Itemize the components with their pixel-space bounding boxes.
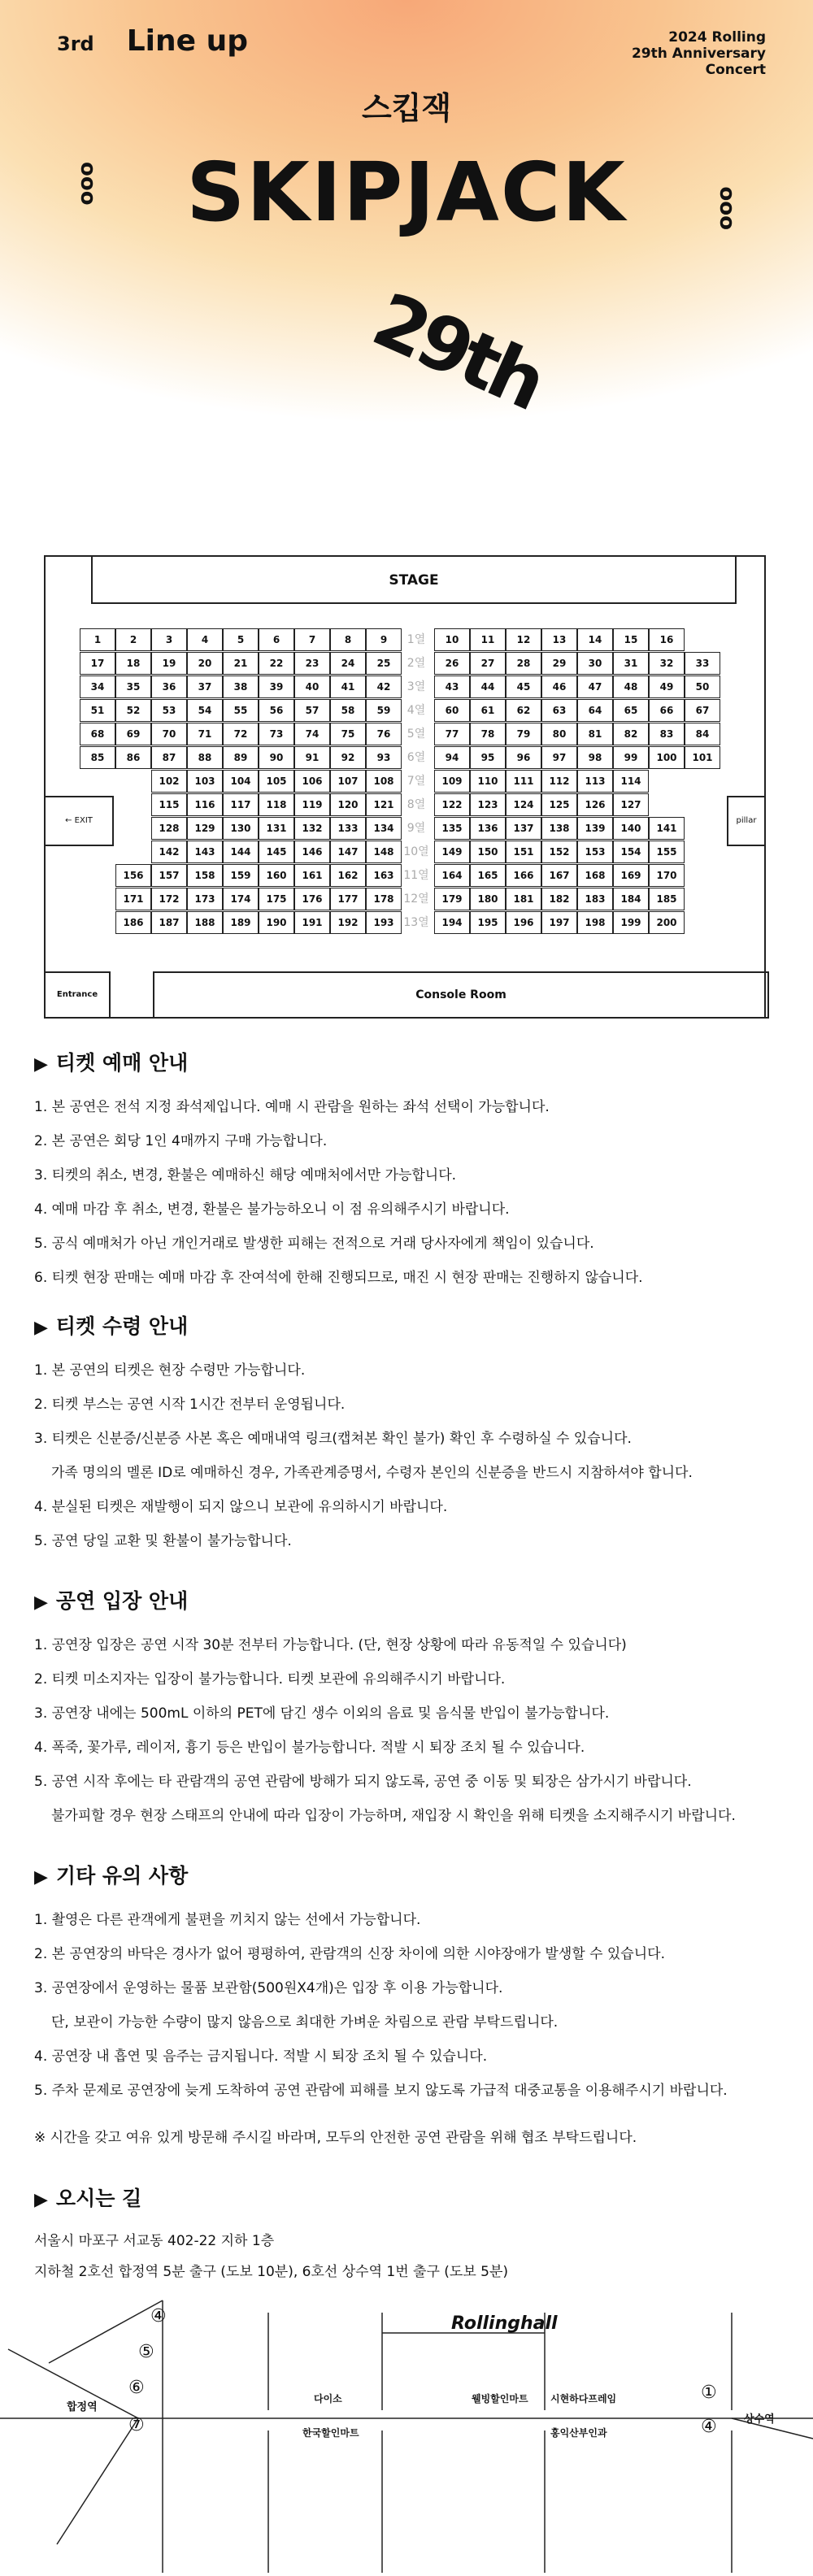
seat-7: 7 bbox=[294, 628, 330, 651]
seat-121: 121 bbox=[366, 793, 402, 816]
exit-5-marker: ⑤ bbox=[138, 2342, 154, 2362]
concert-line: 2024 Rolling bbox=[668, 29, 766, 46]
list-item: 3. 공연장에서 운영하는 물품 보관함(500원X4개)은 입장 후 이용 가능합니다. bbox=[34, 1980, 503, 1996]
seat-158: 158 bbox=[187, 864, 223, 887]
exit-door: ← EXIT bbox=[44, 796, 114, 846]
list-item: 4. 예매 마감 후 취소, 변경, 환불은 불가능하오니 이 점 유의해주시기 바랍니다. bbox=[34, 1201, 510, 1218]
seat-123: 123 bbox=[470, 793, 506, 816]
seat-198: 198 bbox=[577, 911, 613, 934]
seat-12: 12 bbox=[506, 628, 541, 651]
seat-177: 177 bbox=[330, 888, 366, 910]
section-title bbox=[34, 1860, 782, 1889]
seat-5: 5 bbox=[223, 628, 259, 651]
section-title bbox=[34, 2183, 782, 2212]
seat-13: 13 bbox=[541, 628, 577, 651]
exit-1-marker: ① bbox=[701, 2383, 717, 2403]
seat-45: 45 bbox=[506, 675, 541, 698]
seat-112: 112 bbox=[541, 770, 577, 793]
seat-9: 9 bbox=[366, 628, 402, 651]
seat-144: 144 bbox=[223, 841, 259, 863]
seat-189: 189 bbox=[223, 911, 259, 934]
seat-195: 195 bbox=[470, 911, 506, 934]
seat-170: 170 bbox=[649, 864, 685, 887]
seat-15: 15 bbox=[613, 628, 649, 651]
console-room: Console Room bbox=[153, 971, 769, 1019]
seat-134: 134 bbox=[366, 817, 402, 840]
seat-27: 27 bbox=[470, 652, 506, 675]
seat-119: 119 bbox=[294, 793, 330, 816]
lineup-text: Line up bbox=[126, 24, 248, 58]
row-label: 12열 bbox=[403, 893, 429, 906]
seat-90: 90 bbox=[259, 746, 294, 769]
seat-42: 42 bbox=[366, 675, 402, 698]
seat-183: 183 bbox=[577, 888, 613, 910]
seat-143: 143 bbox=[187, 841, 223, 863]
seat-94: 94 bbox=[434, 746, 470, 769]
seat-130: 130 bbox=[223, 817, 259, 840]
list-item: 2. 티켓 부스는 공연 시작 1시간 전부터 운영됩니다. bbox=[34, 1397, 346, 1413]
seat-96: 96 bbox=[506, 746, 541, 769]
list-item: 1. 본 공연은 전석 지정 좌석제입니다. 예매 시 관람을 원하는 좌석 선택이 가능합니다. bbox=[34, 1099, 550, 1115]
section-title-text: 티켓 수령 안내 bbox=[55, 1314, 189, 1338]
seat-39: 39 bbox=[259, 675, 294, 698]
seat-157: 157 bbox=[151, 864, 187, 887]
row-label: 8열 bbox=[406, 798, 426, 811]
seat-106: 106 bbox=[294, 770, 330, 793]
seat-104: 104 bbox=[223, 770, 259, 793]
seat-115: 115 bbox=[151, 793, 187, 816]
exit-7-marker: ⑦ bbox=[128, 2415, 145, 2435]
seat-37: 37 bbox=[187, 675, 223, 698]
seat-124: 124 bbox=[506, 793, 541, 816]
seat-25: 25 bbox=[366, 652, 402, 675]
seat-98: 98 bbox=[577, 746, 613, 769]
seat-6: 6 bbox=[259, 628, 294, 651]
seat-153: 153 bbox=[577, 841, 613, 863]
seat-76: 76 bbox=[366, 723, 402, 745]
seat-102: 102 bbox=[151, 770, 187, 793]
seat-196: 196 bbox=[506, 911, 541, 934]
seat-11: 11 bbox=[470, 628, 506, 651]
seat-18: 18 bbox=[115, 652, 151, 675]
seat-155: 155 bbox=[649, 841, 685, 863]
seat-174: 174 bbox=[223, 888, 259, 910]
triangle-icon: ▶ bbox=[34, 1318, 48, 1338]
rollinghall-label: Rollinghall bbox=[451, 2313, 558, 2334]
seat-141: 141 bbox=[649, 817, 685, 840]
section-title-text: 오시는 길 bbox=[55, 2187, 142, 2210]
section-title bbox=[34, 1310, 782, 1340]
lineup-number: 3rd bbox=[57, 33, 94, 55]
seat-160: 160 bbox=[259, 864, 294, 887]
seat-145: 145 bbox=[259, 841, 294, 863]
list-item: 1. 공연장 입장은 공연 시작 30분 전부터 가능합니다. (단, 현장 상황에 따라 유동적일 수 있습니다) bbox=[34, 1637, 627, 1653]
seat-84: 84 bbox=[685, 723, 720, 745]
seat-57: 57 bbox=[294, 699, 330, 722]
triangle-icon: ▶ bbox=[34, 1054, 48, 1075]
seating-chart bbox=[44, 555, 766, 1019]
seat-148: 148 bbox=[366, 841, 402, 863]
seat-181: 181 bbox=[506, 888, 541, 910]
list-item: 2. 티켓 미소지자는 입장이 불가능합니다. 티켓 보관에 유의해주시기 바랍니다. bbox=[34, 1671, 506, 1688]
seat-147: 147 bbox=[330, 841, 366, 863]
seat-28: 28 bbox=[506, 652, 541, 675]
seat-44: 44 bbox=[470, 675, 506, 698]
list-item: 단, 보관이 가능한 수량이 많지 않음으로 최대한 가벼운 차림으로 관람 부탁드립니다. bbox=[51, 2014, 559, 2031]
triangle-icon: ▶ bbox=[34, 1867, 48, 1887]
seat-34: 34 bbox=[80, 675, 115, 698]
list-item: 3. 티켓의 취소, 변경, 환불은 예매하신 해당 예매처에서만 가능합니다. bbox=[34, 1167, 457, 1184]
seat-188: 188 bbox=[187, 911, 223, 934]
seat-4: 4 bbox=[187, 628, 223, 651]
concert-title bbox=[632, 29, 766, 78]
seat-125: 125 bbox=[541, 793, 577, 816]
section-title-text: 공연 입장 안내 bbox=[55, 1589, 189, 1613]
ooo-side-mark-left bbox=[57, 159, 100, 232]
seat-87: 87 bbox=[151, 746, 187, 769]
list-item: 2. 본 공연은 회당 1인 4매까지 구매 가능합니다. bbox=[34, 1133, 328, 1149]
seat-64: 64 bbox=[577, 699, 613, 722]
seat-70: 70 bbox=[151, 723, 187, 745]
list-item: 6. 티켓 현장 판매는 예매 마감 후 잔여석에 한해 진행되므로, 매진 시 현장 판매는 진행하지 않습니다. bbox=[34, 1270, 643, 1286]
list-item: 1. 촬영은 다른 관객에게 불편을 끼치지 않는 선에서 가능합니다. bbox=[34, 1912, 421, 1928]
seat-151: 151 bbox=[506, 841, 541, 863]
triangle-icon: ▶ bbox=[34, 1592, 48, 1613]
seat-88: 88 bbox=[187, 746, 223, 769]
seat-105: 105 bbox=[259, 770, 294, 793]
seat-175: 175 bbox=[259, 888, 294, 910]
seat-150: 150 bbox=[470, 841, 506, 863]
seat-92: 92 bbox=[330, 746, 366, 769]
seat-161: 161 bbox=[294, 864, 330, 887]
seat-78: 78 bbox=[470, 723, 506, 745]
triangle-icon: ▶ bbox=[34, 2190, 48, 2210]
side-mark-text: ooo bbox=[713, 186, 737, 230]
seat-43: 43 bbox=[434, 675, 470, 698]
seat-8: 8 bbox=[330, 628, 366, 651]
hapjeong-station-label: 합정역 bbox=[67, 2401, 98, 2413]
seat-22: 22 bbox=[259, 652, 294, 675]
seat-159: 159 bbox=[223, 864, 259, 887]
clinic-label: 홍익산부인과 bbox=[550, 2427, 607, 2439]
seat-166: 166 bbox=[506, 864, 541, 887]
hero-banner bbox=[0, 0, 813, 520]
seat-129: 129 bbox=[187, 817, 223, 840]
seat-111: 111 bbox=[506, 770, 541, 793]
seat-128: 128 bbox=[151, 817, 187, 840]
map-drawing bbox=[0, 2300, 813, 2573]
seat-55: 55 bbox=[223, 699, 259, 722]
seat-99: 99 bbox=[613, 746, 649, 769]
seat-41: 41 bbox=[330, 675, 366, 698]
row-label: 3열 bbox=[406, 680, 426, 693]
seat-200: 200 bbox=[649, 911, 685, 934]
seat-65: 65 bbox=[613, 699, 649, 722]
seat-171: 171 bbox=[115, 888, 151, 910]
seat-47: 47 bbox=[577, 675, 613, 698]
seat-133: 133 bbox=[330, 817, 366, 840]
ticket-sales-section bbox=[34, 1047, 782, 1295]
exit-4-sangsu-marker: ④ bbox=[701, 2417, 717, 2437]
list-item: 5. 주차 문제로 공연장에 늦게 도착하여 공연 관람에 피해를 보지 않도록 가급적 대중교통을 이용해주시기 바랍니다. bbox=[34, 2083, 728, 2099]
exit-6-marker: ⑥ bbox=[128, 2378, 145, 2398]
concert-line: 29th Anniversary bbox=[631, 46, 766, 62]
seat-103: 103 bbox=[187, 770, 223, 793]
seat-17: 17 bbox=[80, 652, 115, 675]
seat-165: 165 bbox=[470, 864, 506, 887]
ticket-pickup-section bbox=[34, 1310, 782, 1558]
seat-193: 193 bbox=[366, 911, 402, 934]
seat-118: 118 bbox=[259, 793, 294, 816]
seat-10: 10 bbox=[434, 628, 470, 651]
seat-24: 24 bbox=[330, 652, 366, 675]
seat-79: 79 bbox=[506, 723, 541, 745]
seat-91: 91 bbox=[294, 746, 330, 769]
list-item: 1. 본 공연의 티켓은 현장 수령만 가능합니다. bbox=[34, 1362, 306, 1379]
seat-74: 74 bbox=[294, 723, 330, 745]
seat-180: 180 bbox=[470, 888, 506, 910]
seat-116: 116 bbox=[187, 793, 223, 816]
seat-95: 95 bbox=[470, 746, 506, 769]
seat-62: 62 bbox=[506, 699, 541, 722]
seat-30: 30 bbox=[577, 652, 613, 675]
row-label: 9열 bbox=[406, 822, 426, 835]
seat-117: 117 bbox=[223, 793, 259, 816]
seat-66: 66 bbox=[649, 699, 685, 722]
seat-108: 108 bbox=[366, 770, 402, 793]
seat-176: 176 bbox=[294, 888, 330, 910]
lineup-label bbox=[57, 24, 248, 58]
seat-192: 192 bbox=[330, 911, 366, 934]
seat-199: 199 bbox=[613, 911, 649, 934]
stage: STAGE bbox=[91, 555, 737, 604]
seat-135: 135 bbox=[434, 817, 470, 840]
row-label: 2열 bbox=[406, 657, 426, 670]
seat-52: 52 bbox=[115, 699, 151, 722]
list-item: 3. 티켓은 신분증/신분증 사본 혹은 예매내역 링크(캡쳐본 확인 불가) 확인 후 수령하실 수 있습니다. bbox=[34, 1431, 632, 1447]
seat-63: 63 bbox=[541, 699, 577, 722]
seat-122: 122 bbox=[434, 793, 470, 816]
seat-127: 127 bbox=[613, 793, 649, 816]
seat-120: 120 bbox=[330, 793, 366, 816]
seat-89: 89 bbox=[223, 746, 259, 769]
seat-114: 114 bbox=[613, 770, 649, 793]
row-label: 5열 bbox=[406, 728, 426, 741]
seat-19: 19 bbox=[151, 652, 187, 675]
seat-31: 31 bbox=[613, 652, 649, 675]
artist-english-name: SKIPJACK bbox=[186, 145, 627, 240]
seat-110: 110 bbox=[470, 770, 506, 793]
29th-logo bbox=[341, 276, 555, 427]
seat-33: 33 bbox=[685, 652, 720, 675]
seat-54: 54 bbox=[187, 699, 223, 722]
other-notes-section bbox=[34, 1860, 782, 2108]
seat-80: 80 bbox=[541, 723, 577, 745]
sangsu-station-label: 상수역 bbox=[744, 2413, 775, 2426]
logo-29-text: 29th bbox=[360, 276, 555, 427]
cafe-label: 시현하다프레임 bbox=[550, 2393, 617, 2404]
list-item: 4. 공연장 내 흡연 및 음주는 금지됩니다. 적발 시 퇴장 조치 될 수 있습니다. bbox=[34, 2048, 488, 2065]
seat-81: 81 bbox=[577, 723, 613, 745]
entrance: Entrance bbox=[44, 971, 111, 1019]
seat-86: 86 bbox=[115, 746, 151, 769]
seat-131: 131 bbox=[259, 817, 294, 840]
daiso-label: 다이소 bbox=[314, 2393, 342, 2404]
row-label: 13열 bbox=[403, 916, 429, 929]
list-item: 3. 공연장 내에는 500mL 이하의 PET에 담긴 생수 이외의 음료 및 음식물 반입이 불가능합니다. bbox=[34, 1705, 610, 1722]
seat-38: 38 bbox=[223, 675, 259, 698]
list-item: 2. 본 공연장의 바닥은 경사가 없어 평평하여, 관람객의 신장 차이에 의한 시야장애가 발생할 수 있습니다. bbox=[34, 1946, 665, 1962]
seat-46: 46 bbox=[541, 675, 577, 698]
seat-182: 182 bbox=[541, 888, 577, 910]
seat-173: 173 bbox=[187, 888, 223, 910]
seat-187: 187 bbox=[151, 911, 187, 934]
side-mark-text: ooo bbox=[76, 162, 100, 206]
seat-59: 59 bbox=[366, 699, 402, 722]
seat-109: 109 bbox=[434, 770, 470, 793]
welbing-mart-label: 웰빙할인마트 bbox=[472, 2393, 528, 2404]
seat-16: 16 bbox=[649, 628, 685, 651]
seat-21: 21 bbox=[223, 652, 259, 675]
seat-97: 97 bbox=[541, 746, 577, 769]
seat-132: 132 bbox=[294, 817, 330, 840]
seat-164: 164 bbox=[434, 864, 470, 887]
seat-49: 49 bbox=[649, 675, 685, 698]
seat-163: 163 bbox=[366, 864, 402, 887]
seat-36: 36 bbox=[151, 675, 187, 698]
row-label: 6열 bbox=[406, 751, 426, 764]
section-title bbox=[34, 1047, 782, 1076]
seat-101: 101 bbox=[685, 746, 720, 769]
seat-126: 126 bbox=[577, 793, 613, 816]
seat-139: 139 bbox=[577, 817, 613, 840]
seat-185: 185 bbox=[649, 888, 685, 910]
seat-53: 53 bbox=[151, 699, 187, 722]
seat-35: 35 bbox=[115, 675, 151, 698]
seat-146: 146 bbox=[294, 841, 330, 863]
list-item: 5. 공연 당일 교환 및 환불이 불가능합니다. bbox=[34, 1533, 292, 1549]
seat-58: 58 bbox=[330, 699, 366, 722]
entry-section bbox=[34, 1585, 782, 1833]
seat-136: 136 bbox=[470, 817, 506, 840]
list-item: 4. 분실된 티켓은 재발행이 되지 않으니 보관에 유의하시기 바랍니다. bbox=[34, 1499, 448, 1515]
seat-142: 142 bbox=[151, 841, 187, 863]
row-label: 7열 bbox=[406, 775, 426, 788]
subway-info: 지하철 2호선 합정역 5분 출구 (도보 10분), 6호선 상수역 1번 출구 (도보 5분) bbox=[34, 2264, 509, 2280]
pillar: pillar bbox=[727, 796, 766, 846]
seat-137: 137 bbox=[506, 817, 541, 840]
seat-107: 107 bbox=[330, 770, 366, 793]
list-item: 4. 폭죽, 꽃가루, 레이저, 흉기 등은 반입이 불가능합니다. 적발 시 퇴장 조치 될 수 있습니다. bbox=[34, 1740, 585, 1756]
seat-113: 113 bbox=[577, 770, 613, 793]
seat-72: 72 bbox=[223, 723, 259, 745]
seat-152: 152 bbox=[541, 841, 577, 863]
row-label: 10열 bbox=[403, 845, 429, 858]
seat-172: 172 bbox=[151, 888, 187, 910]
seat-40: 40 bbox=[294, 675, 330, 698]
exit-4-marker: ④ bbox=[150, 2306, 167, 2326]
seat-186: 186 bbox=[115, 911, 151, 934]
seat-2: 2 bbox=[115, 628, 151, 651]
seat-20: 20 bbox=[187, 652, 223, 675]
seat-156: 156 bbox=[115, 864, 151, 887]
seat-1: 1 bbox=[80, 628, 115, 651]
hankuk-mart-label: 한국할인마트 bbox=[302, 2427, 359, 2439]
seat-85: 85 bbox=[80, 746, 115, 769]
row-label: 4열 bbox=[406, 704, 426, 717]
seat-168: 168 bbox=[577, 864, 613, 887]
seat-154: 154 bbox=[613, 841, 649, 863]
seat-83: 83 bbox=[649, 723, 685, 745]
seat-194: 194 bbox=[434, 911, 470, 934]
seat-3: 3 bbox=[151, 628, 187, 651]
seat-93: 93 bbox=[366, 746, 402, 769]
directions-section bbox=[34, 2183, 782, 2287]
section-title bbox=[34, 1585, 782, 1614]
notice-text: ※ 시간을 갖고 여유 있게 방문해 주시길 바라며, 모두의 안전한 공연 관람을 위해 협조 부탁드립니다. bbox=[34, 2130, 637, 2146]
concert-line: Concert bbox=[705, 62, 766, 78]
seat-162: 162 bbox=[330, 864, 366, 887]
seat-82: 82 bbox=[613, 723, 649, 745]
seat-29: 29 bbox=[541, 652, 577, 675]
seat-100: 100 bbox=[649, 746, 685, 769]
seat-73: 73 bbox=[259, 723, 294, 745]
address: 서울시 마포구 서교동 402-22 지하 1층 bbox=[34, 2233, 275, 2249]
seat-75: 75 bbox=[330, 723, 366, 745]
list-item: 가족 명의의 멜론 ID로 예매하신 경우, 가족관계증명서, 수령자 본인의 신분증을 반드시 지참하셔야 합니다. bbox=[51, 1465, 693, 1481]
seat-14: 14 bbox=[577, 628, 613, 651]
seat-179: 179 bbox=[434, 888, 470, 910]
seat-167: 167 bbox=[541, 864, 577, 887]
seat-48: 48 bbox=[613, 675, 649, 698]
artist-korean-name: 스킵잭 bbox=[361, 90, 452, 126]
list-item: 5. 공연 시작 후에는 타 관람객의 공연 관람에 방해가 되지 않도록, 공연 중 이동 및 퇴장은 삼가시기 바랍니다. bbox=[34, 1774, 692, 1790]
seat-26: 26 bbox=[434, 652, 470, 675]
seat-71: 71 bbox=[187, 723, 223, 745]
seat-68: 68 bbox=[80, 723, 115, 745]
seat-50: 50 bbox=[685, 675, 720, 698]
seat-149: 149 bbox=[434, 841, 470, 863]
seat-138: 138 bbox=[541, 817, 577, 840]
list-item: 불가피할 경우 현장 스태프의 안내에 따라 입장이 가능하며, 재입장 시 확인을 위해 티켓을 소지해주시기 바랍니다. bbox=[51, 1808, 736, 1824]
seat-61: 61 bbox=[470, 699, 506, 722]
location-map bbox=[0, 2300, 813, 2573]
seat-184: 184 bbox=[613, 888, 649, 910]
seat-69: 69 bbox=[115, 723, 151, 745]
seat-190: 190 bbox=[259, 911, 294, 934]
seat-169: 169 bbox=[613, 864, 649, 887]
seat-51: 51 bbox=[80, 699, 115, 722]
section-title-text: 티켓 예매 안내 bbox=[55, 1051, 189, 1075]
seat-32: 32 bbox=[649, 652, 685, 675]
section-title-text: 기타 유의 사항 bbox=[55, 1864, 189, 1887]
seat-56: 56 bbox=[259, 699, 294, 722]
row-label: 11열 bbox=[403, 869, 429, 882]
seat-140: 140 bbox=[613, 817, 649, 840]
seat-60: 60 bbox=[434, 699, 470, 722]
seat-23: 23 bbox=[294, 652, 330, 675]
list-item: 5. 공식 예매처가 아닌 개인거래로 발생한 피해는 전적으로 거래 당사자에게 책임이 있습니다. bbox=[34, 1236, 594, 1252]
seat-178: 178 bbox=[366, 888, 402, 910]
seat-67: 67 bbox=[685, 699, 720, 722]
seat-197: 197 bbox=[541, 911, 577, 934]
seat-191: 191 bbox=[294, 911, 330, 934]
row-label: 1열 bbox=[406, 633, 426, 646]
seat-77: 77 bbox=[434, 723, 470, 745]
ooo-side-mark-right bbox=[713, 159, 756, 232]
